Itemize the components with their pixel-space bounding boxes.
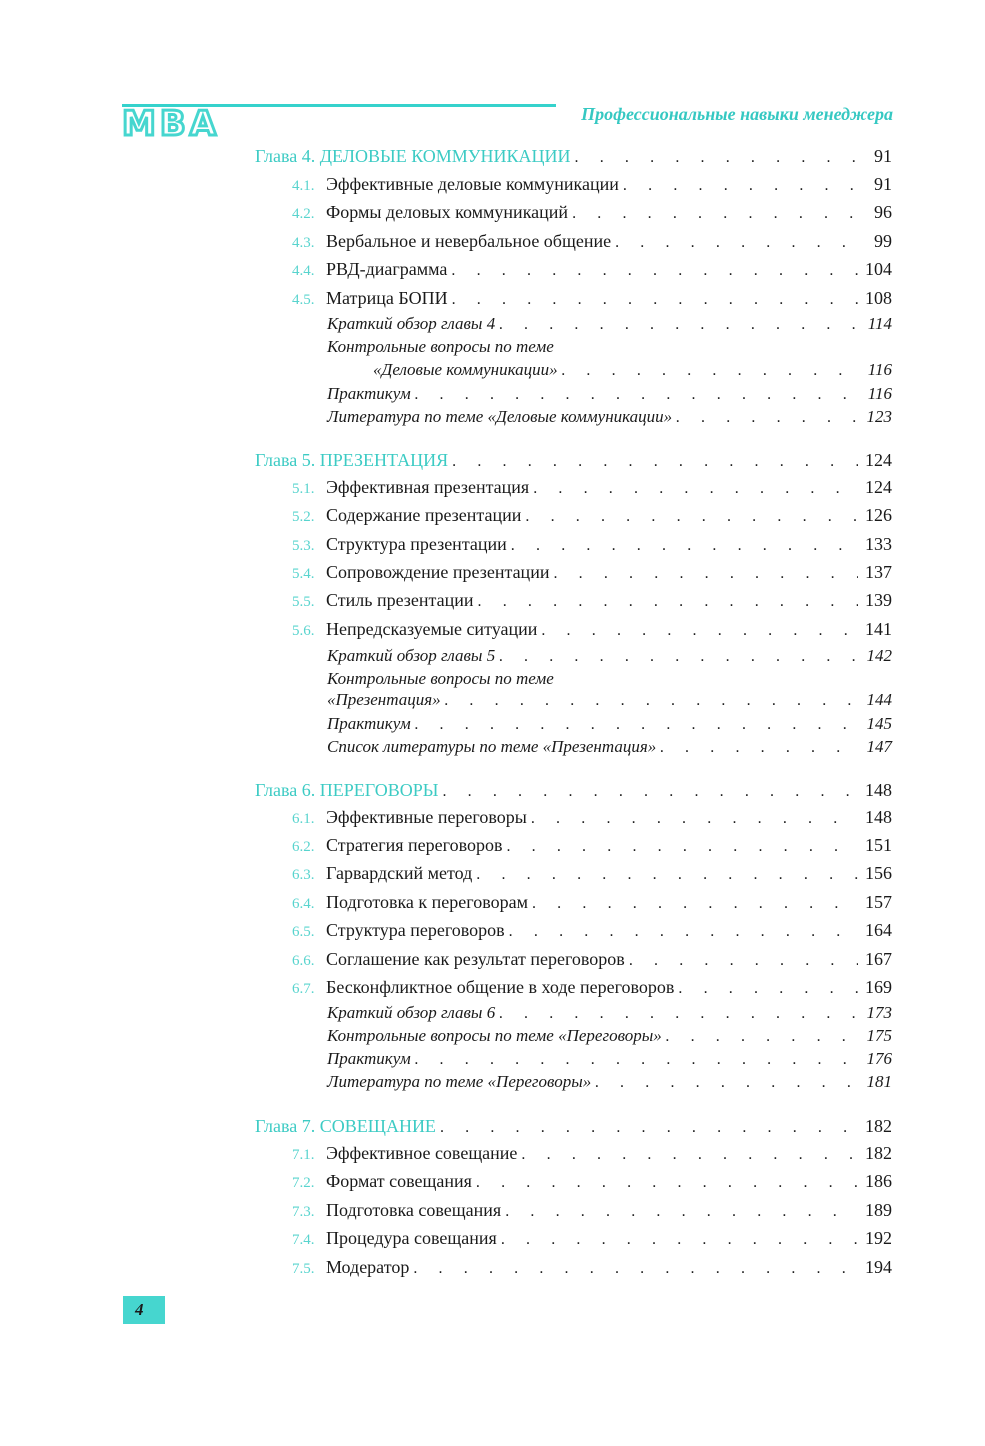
dot-leader <box>476 866 858 884</box>
page-number: 145 <box>866 714 892 733</box>
dot-leader <box>623 177 858 195</box>
page-number: 175 <box>866 1026 892 1045</box>
page-number: 157 <box>865 892 892 912</box>
toc-section[interactable] <box>292 259 892 280</box>
section-number: 6.5. <box>292 924 315 940</box>
dot-leader <box>452 291 858 309</box>
dot-leader <box>525 508 858 526</box>
toc-section[interactable] <box>292 807 892 828</box>
folio-number: 4 <box>135 1300 144 1319</box>
page-number: 104 <box>865 259 892 279</box>
questions-title: Контрольные вопросы по теме «Переговоры» <box>327 1026 662 1045</box>
dot-leader <box>615 234 858 252</box>
section-title: Формат совещания <box>326 1171 472 1191</box>
dot-leader <box>415 1051 858 1069</box>
section-number: 5.3. <box>292 538 315 554</box>
toc-section[interactable] <box>292 590 892 611</box>
dot-leader <box>415 716 858 734</box>
section-number: 5.1. <box>292 481 315 497</box>
toc-practicum[interactable] <box>327 714 892 734</box>
toc-section[interactable] <box>292 892 892 913</box>
dot-leader <box>442 783 858 801</box>
toc-summary[interactable] <box>327 314 892 334</box>
page-number: 114 <box>867 314 892 333</box>
toc-practicum[interactable] <box>327 384 892 404</box>
page-number: 181 <box>866 1072 892 1091</box>
dot-leader <box>660 739 858 757</box>
page-number: 189 <box>865 1200 892 1220</box>
page-number: 182 <box>865 1116 892 1136</box>
page-number: 116 <box>867 360 892 379</box>
section-title: Матрица БОПИ <box>326 288 448 308</box>
dot-leader <box>541 622 858 640</box>
literature-title: Литература по теме «Деловые коммуникации» <box>327 407 673 426</box>
section-number: 7.4. <box>292 1232 315 1248</box>
section-number: 6.7. <box>292 981 315 997</box>
dot-leader <box>521 1146 858 1164</box>
section-title: Стиль презентации <box>326 590 474 610</box>
page-number: 156 <box>865 863 892 883</box>
dot-leader <box>413 1260 858 1278</box>
section-number: 7.5. <box>292 1261 315 1277</box>
section-title: Формы деловых коммуникаций <box>326 202 569 222</box>
dot-leader <box>505 1203 858 1221</box>
toc-questions[interactable] <box>327 1026 892 1046</box>
toc-section[interactable] <box>292 1228 892 1249</box>
dot-leader <box>511 537 858 555</box>
page-number: 91 <box>874 174 892 194</box>
section-number: 4.2. <box>292 206 315 222</box>
logo-text: MBA <box>122 104 221 144</box>
toc-chapter-4[interactable] <box>255 146 892 167</box>
page-number: 167 <box>865 949 892 969</box>
page-folio <box>123 1296 165 1324</box>
summary-title: Краткий обзор главы 4 <box>327 314 496 333</box>
page-number: 151 <box>865 835 892 855</box>
page-number: 176 <box>866 1049 892 1068</box>
dot-leader <box>533 480 858 498</box>
dot-leader <box>666 1028 858 1046</box>
section-title: Стратегия переговоров <box>326 835 503 855</box>
section-title: Процедура совещания <box>326 1228 497 1248</box>
page-number: 144 <box>866 690 892 709</box>
page-number: 148 <box>865 780 892 800</box>
page-number: 148 <box>865 807 892 827</box>
page-number: 169 <box>865 977 892 997</box>
section-title: Модератор <box>326 1257 410 1277</box>
section-title: Структура презентации <box>326 534 507 554</box>
section-number: 4.1. <box>292 178 315 194</box>
practicum-title: Практикум <box>327 714 411 733</box>
summary-title: Краткий обзор главы 6 <box>327 1003 496 1022</box>
page-number: 139 <box>865 590 892 610</box>
page-number: 124 <box>865 450 892 470</box>
section-number: 7.2. <box>292 1175 315 1191</box>
toc-section[interactable] <box>292 477 892 498</box>
section-title: Эффективные переговоры <box>326 807 527 827</box>
section-number: 5.4. <box>292 566 315 582</box>
dot-leader <box>629 952 858 970</box>
practicum-title: Практикум <box>327 384 411 403</box>
dot-leader <box>509 923 858 941</box>
dot-leader <box>452 453 858 471</box>
dot-leader <box>476 1174 858 1192</box>
section-number: 5.2. <box>292 509 315 525</box>
dot-leader <box>478 593 858 611</box>
page-number: 194 <box>865 1257 892 1277</box>
toc-questions[interactable] <box>373 360 892 380</box>
section-number: 4.5. <box>292 292 315 308</box>
page-number: 116 <box>867 384 892 403</box>
toc-section[interactable] <box>292 562 892 583</box>
toc-section[interactable] <box>292 534 892 555</box>
section-title: Гарвардский метод <box>326 863 473 883</box>
section-number: 6.1. <box>292 811 315 827</box>
running-title: Профессиональные навыки менеджера <box>581 104 893 124</box>
literature-title: Список литературы по теме «Презентация» <box>327 737 657 756</box>
section-title: Эффективная презентация <box>326 477 530 497</box>
section-title: Соглашение как результат переговоров <box>326 949 625 969</box>
page-number: 123 <box>866 407 892 426</box>
section-title: Непредсказуемые ситуации <box>326 619 538 639</box>
toc-practicum[interactable] <box>327 1049 892 1069</box>
dot-leader <box>678 980 858 998</box>
toc-section[interactable] <box>292 977 892 998</box>
toc-chapter-5[interactable] <box>255 450 892 471</box>
dot-leader <box>440 1119 858 1137</box>
section-number: 5.5. <box>292 594 315 610</box>
page-number: 192 <box>865 1228 892 1248</box>
toc-section[interactable] <box>292 920 892 941</box>
toc-section[interactable] <box>292 835 892 856</box>
summary-title: Краткий обзор главы 5 <box>327 646 496 665</box>
toc-literature[interactable] <box>327 407 892 427</box>
toc-section[interactable] <box>292 1257 892 1278</box>
toc-literature[interactable] <box>327 1072 892 1092</box>
section-number: 4.3. <box>292 235 315 251</box>
dot-leader <box>676 409 858 427</box>
page-number: 164 <box>865 920 892 940</box>
dot-leader <box>595 1074 858 1092</box>
dot-leader <box>445 692 858 710</box>
section-title: Вербальное и невербальное общение <box>326 231 612 251</box>
page-number: 126 <box>865 505 892 525</box>
dot-leader <box>531 810 858 828</box>
page-number: 173 <box>866 1003 892 1022</box>
page-number: 91 <box>874 146 892 166</box>
section-number: 4.4. <box>292 263 315 279</box>
toc-section[interactable] <box>292 505 892 526</box>
dot-leader <box>415 386 858 404</box>
toc-questions[interactable] <box>327 690 892 710</box>
section-number: 6.2. <box>292 839 315 855</box>
toc-section[interactable] <box>292 949 892 970</box>
section-number: 6.6. <box>292 953 315 969</box>
section-title: Эффективное совещание <box>326 1143 518 1163</box>
questions-heading: Контрольные вопросы по теме <box>327 669 554 688</box>
toc-section[interactable] <box>292 202 892 223</box>
toc-section[interactable] <box>292 288 892 309</box>
toc-section[interactable] <box>292 1171 892 1192</box>
toc-section[interactable] <box>292 231 892 252</box>
section-number: 5.6. <box>292 623 315 639</box>
dot-leader <box>572 205 858 223</box>
toc-chapter-6[interactable] <box>255 780 892 801</box>
chapter-title: Глава 4. ДЕЛОВЫЕ КОММУНИКАЦИИ <box>255 146 571 166</box>
dot-leader <box>499 648 858 666</box>
dot-leader <box>501 1231 858 1249</box>
dot-leader <box>451 262 858 280</box>
toc-summary[interactable] <box>327 646 892 666</box>
section-title: Бесконфликтное общение в ходе переговоров <box>326 977 675 997</box>
page-number: 133 <box>865 534 892 554</box>
dot-leader <box>575 149 858 167</box>
dot-leader <box>499 1005 858 1023</box>
section-title: Подготовка к переговорам <box>326 892 528 912</box>
section-title: Эффективные деловые коммуникации <box>326 174 619 194</box>
toc-section[interactable] <box>292 619 892 640</box>
section-title: Подготовка совещания <box>326 1200 502 1220</box>
toc-chapter-7[interactable] <box>255 1116 892 1137</box>
page-number: 142 <box>866 646 892 665</box>
section-number: 7.1. <box>292 1147 315 1163</box>
toc-summary[interactable] <box>327 1003 892 1023</box>
page-number: 182 <box>865 1143 892 1163</box>
practicum-title: Практикум <box>327 1049 411 1068</box>
dot-leader <box>499 316 858 334</box>
toc-section[interactable] <box>292 1143 892 1164</box>
section-title: РВД-диаграмма <box>326 259 448 279</box>
chapter-title: Глава 5. ПРЕЗЕНТАЦИЯ <box>255 450 449 470</box>
dot-leader <box>553 565 858 583</box>
section-number: 7.3. <box>292 1204 315 1220</box>
dot-leader <box>506 838 858 856</box>
chapter-title: Глава 7. СОВЕЩАНИЕ <box>255 1116 436 1136</box>
toc-literature[interactable] <box>327 737 892 757</box>
dot-leader <box>562 362 858 380</box>
section-title: Структура переговоров <box>326 920 505 940</box>
section-title: Сопровождение презентации <box>326 562 550 582</box>
toc-section[interactable] <box>292 863 892 884</box>
page-number: 108 <box>865 288 892 308</box>
questions-heading: Контрольные вопросы по теме <box>327 337 554 356</box>
toc-section[interactable] <box>292 1200 892 1221</box>
literature-title: Литература по теме «Переговоры» <box>327 1072 592 1091</box>
page-number: 147 <box>866 737 892 756</box>
chapter-title: Глава 6. ПЕРЕГОВОРЫ <box>255 780 439 800</box>
section-number: 6.4. <box>292 896 315 912</box>
page-number: 99 <box>874 231 892 251</box>
section-number: 6.3. <box>292 867 315 883</box>
section-title: Содержание презентации <box>326 505 522 525</box>
page-number: 141 <box>865 619 892 639</box>
page-number: 186 <box>865 1171 892 1191</box>
questions-title: «Презентация» <box>327 690 441 709</box>
page-number: 96 <box>874 202 892 222</box>
page-number: 124 <box>865 477 892 497</box>
toc-section[interactable] <box>292 174 892 195</box>
page-number: 137 <box>865 562 892 582</box>
questions-title: «Деловые коммуникации» <box>373 360 558 379</box>
dot-leader <box>532 895 858 913</box>
